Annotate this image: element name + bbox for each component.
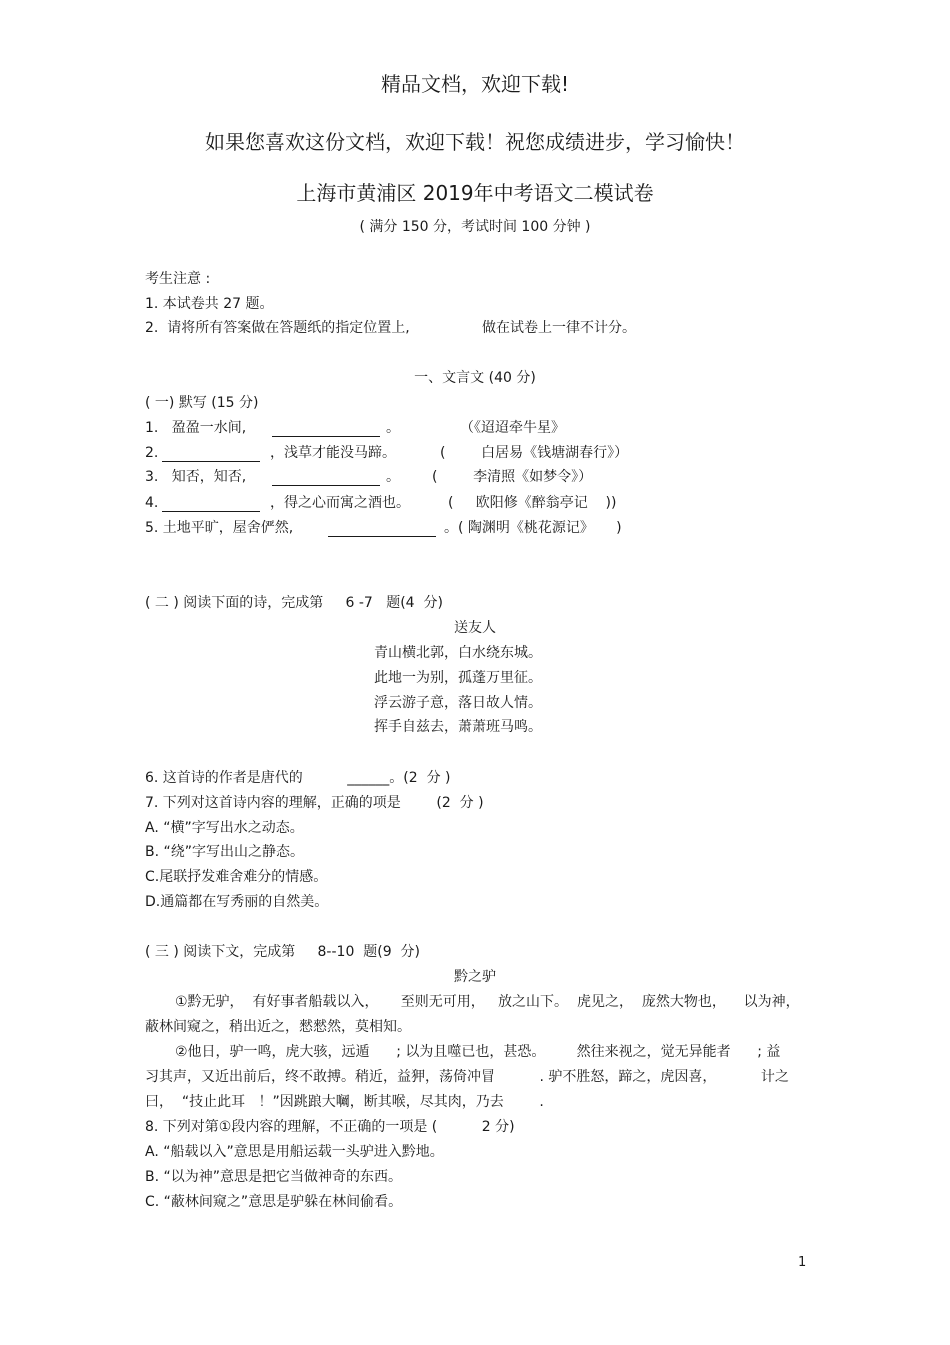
notice-item-1: 1. 本试卷共 27 题。 — [145, 296, 274, 312]
q4-source: ( 欧阳修《醉翁亭记 )) — [448, 495, 617, 511]
q8-text: 8. 下列对第①段内容的理解，不正确的一项是 ( 2 分) — [145, 1119, 515, 1135]
q3-text: 3. 知否，知否, — [145, 469, 247, 485]
q8-option-c: C. “蔽林间窥之”意思是驴躲在林间偷看。 — [145, 1194, 403, 1210]
text-title: 黔之驴 — [454, 969, 496, 985]
banner-text: 精品文档，欢迎下载! — [380, 72, 570, 96]
para1-line1: ①黔无驴， 有好事者船载以入， 至则无可用， 放之山下。 虎见之， 庞然大物也， 以为神， — [175, 994, 800, 1010]
greeting-text: 如果您喜欢这份文档，欢迎下载！祝您成绩进步，学习愉快！ — [205, 130, 745, 154]
poem-line-3: 浮云游子意，落日故人情。 — [374, 695, 542, 711]
q2-text: ，浅草才能没马蹄。 — [270, 445, 396, 461]
q4-number: 4. — [145, 495, 159, 511]
q2-source: ( 白居易《钱塘湖春行》） — [440, 445, 629, 461]
q5-source: 。( 陶渊明《桃花源记》 ) — [444, 520, 622, 536]
q6-text: 6. 这首诗的作者是唐代的 ______。(2 分 ) — [145, 770, 451, 786]
para1-line2: 蔽林间窥之，稍出近之，憖憖然，莫相知。 — [145, 1019, 411, 1035]
q7-option-d: D.通篇都在写秀丽的自然美。 — [145, 894, 329, 910]
q8-option-a: A. “船载以入”意思是用船运载一头驴进入黔地。 — [145, 1144, 444, 1160]
q7-option-a: A. “横”字写出水之动态。 — [145, 820, 304, 836]
q3-period: 。 — [386, 469, 400, 485]
notice-item-2-cont: 做在试卷上一律不计分。 — [482, 320, 636, 336]
q2-blank — [162, 461, 260, 462]
para2-line3: 曰， “技止此耳 ！”因跳踉大㘎，断其喉，尽其肉，乃去 . — [145, 1094, 544, 1110]
q3-blank — [272, 485, 380, 486]
sec1-title: ( 一) 默写 (15 分) — [145, 395, 259, 411]
part1-title: 一、文言文 (40 分) — [414, 370, 536, 386]
q1-source: （《迢迢牵牛星》 — [460, 420, 565, 436]
page-number: 1 — [798, 1255, 807, 1270]
q7-text: 7. 下列对这首诗内容的理解，正确的项是 (2 分 ) — [145, 795, 484, 811]
q1-blank — [272, 436, 380, 437]
q5-blank — [328, 536, 436, 537]
notice-item-2: 2. 请将所有答案做在答题纸的指定位置上, — [145, 320, 410, 336]
notice-label: 考生注意 : — [145, 271, 211, 287]
poem-line-2: 此地一为别，孤蓬万里征。 — [374, 670, 542, 686]
q4-text: ，得之心而寓之酒也。 — [270, 495, 410, 511]
q2-number: 2. — [145, 445, 159, 461]
exam-subtitle: ( 满分 150 分，考试时间 100 分钟 ) — [359, 219, 591, 235]
sec3-title: ( 三 ) 阅读下文，完成第 8--10 题(9 分) — [145, 944, 420, 960]
poem-line-4: 挥手自兹去，萧萧班马鸣。 — [374, 719, 542, 735]
sec2-title: ( 二 ) 阅读下面的诗，完成第 6 -7 题(4 分) — [145, 595, 443, 611]
q1-text: 1. 盈盈一水间, — [145, 420, 247, 436]
para2-line1: ②他日，驴一鸣，虎大骇，远遁 ; 以为且噬已也，甚恐。 然往来视之，觉无异能者 ; 益 — [175, 1044, 781, 1060]
q1-period: 。 — [386, 420, 400, 436]
q7-option-b: B. “绕”字写出山之静态。 — [145, 844, 305, 860]
q7-option-c: C.尾联抒发难舍难分的情感。 — [145, 869, 328, 885]
q5-text: 5. 土地平旷，屋舍俨然, — [145, 520, 294, 536]
para2-line2: 习其声，又近出前后，终不敢搏。稍近，益狎，荡倚冲冒 . 驴不胜怒，蹄之，虎因喜， 计之 — [145, 1069, 789, 1085]
q8-option-b: B. “以为神”意思是把它当做神奇的东西。 — [145, 1169, 403, 1185]
q4-blank — [162, 511, 260, 512]
poem-line-1: 青山横北郭，白水绕东城。 — [374, 645, 542, 661]
q3-source: ( 李清照《如梦令》） — [432, 469, 593, 485]
poem-title: 送友人 — [454, 620, 496, 636]
exam-title: 上海市黄浦区 2019年中考语文二模试卷 — [296, 181, 654, 205]
